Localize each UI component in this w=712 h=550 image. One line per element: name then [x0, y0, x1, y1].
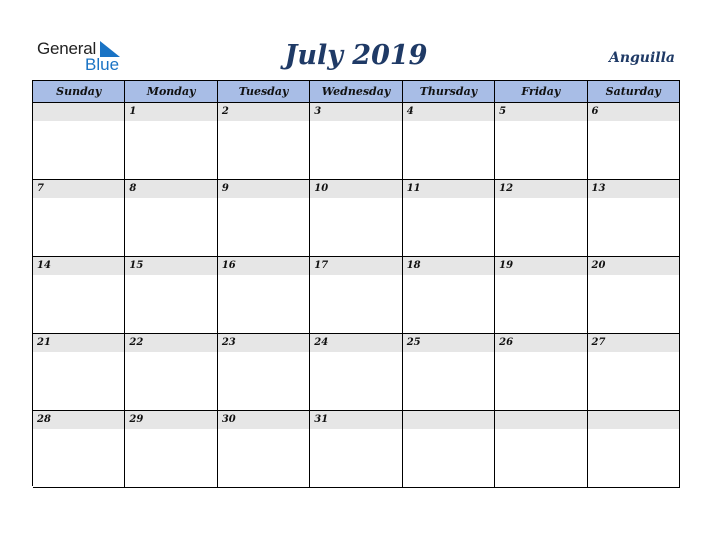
day-cell: [403, 411, 495, 488]
day-number: 31: [314, 414, 329, 425]
day-number: 18: [406, 260, 421, 271]
day-cell: [310, 180, 402, 257]
day-strip: [125, 180, 216, 198]
day-strip: [403, 334, 494, 352]
week-row: [33, 334, 680, 411]
day-cell: [33, 334, 125, 411]
day-strip: [310, 334, 401, 352]
day-strip: [125, 257, 216, 275]
day-strip: [588, 411, 679, 429]
day-cell: [588, 257, 680, 334]
day-cell: [218, 411, 310, 488]
day-number: 11: [406, 183, 421, 194]
day-cell: [310, 103, 402, 180]
day-cell: [125, 180, 217, 257]
logo-word-general: General: [37, 39, 97, 58]
day-strip: [218, 334, 309, 352]
day-cell: [218, 257, 310, 334]
day-cell: [588, 411, 680, 488]
day-cell: [403, 257, 495, 334]
weekday-header-tuesday: Tuesday: [218, 81, 310, 103]
day-number: 28: [37, 414, 51, 425]
day-cell: [495, 334, 587, 411]
weekday-header-friday: Friday: [495, 81, 587, 103]
day-cell: [218, 334, 310, 411]
day-cell: [495, 103, 587, 180]
day-number: 26: [499, 337, 514, 348]
day-number: 30: [221, 414, 236, 425]
day-strip: [588, 257, 679, 275]
day-strip: [588, 334, 679, 352]
day-strip: [495, 334, 586, 352]
generalblue-logo: [37, 40, 137, 74]
week-row: [33, 180, 680, 257]
day-cell: [33, 411, 125, 488]
day-number: 27: [591, 337, 606, 348]
day-cell: [403, 334, 495, 411]
day-strip: [125, 411, 216, 429]
day-strip: [218, 180, 309, 198]
day-cell: [218, 180, 310, 257]
day-cell: [403, 103, 495, 180]
day-number: 24: [314, 337, 329, 348]
day-cell: [218, 103, 310, 180]
weekday-header-row: [33, 81, 680, 103]
day-strip: [310, 411, 401, 429]
weekday-header-monday: Monday: [125, 81, 217, 103]
week-row: [33, 257, 680, 334]
day-number: 15: [129, 260, 144, 271]
day-number: 4: [406, 106, 414, 117]
day-strip: [310, 257, 401, 275]
day-cell: [588, 103, 680, 180]
day-strip: [588, 180, 679, 198]
day-number: 8: [129, 183, 137, 194]
day-cell: [403, 180, 495, 257]
day-number: 6: [591, 106, 599, 117]
day-number: 22: [129, 337, 144, 348]
day-strip: [403, 180, 494, 198]
day-cell: [588, 180, 680, 257]
weekday-header-saturday: Saturday: [588, 81, 680, 103]
week-row: [33, 103, 680, 180]
day-cell: [125, 103, 217, 180]
day-number: 9: [221, 183, 229, 194]
day-strip: [403, 257, 494, 275]
day-cell: [33, 180, 125, 257]
day-cell: [33, 257, 125, 334]
day-cell: [310, 334, 402, 411]
day-number: 7: [37, 183, 44, 194]
weekday-header-sunday: Sunday: [33, 81, 125, 103]
day-number: 5: [499, 106, 507, 117]
day-cell: [125, 411, 217, 488]
day-strip: [33, 334, 124, 352]
logo-word-blue: Blue: [85, 55, 120, 74]
calendar-grid: [32, 80, 680, 486]
day-strip: [125, 334, 216, 352]
day-strip: [495, 257, 586, 275]
month-title: July 2019: [284, 40, 428, 71]
day-cell: [125, 334, 217, 411]
day-number: 3: [314, 106, 322, 117]
day-number: 20: [591, 260, 606, 271]
day-strip: [218, 103, 309, 121]
day-strip: [218, 411, 309, 429]
day-number: 17: [314, 260, 329, 271]
day-number: 14: [37, 260, 51, 271]
day-number: 10: [314, 183, 329, 194]
day-strip: [495, 411, 586, 429]
day-cell: [310, 411, 402, 488]
region-label: Anguilla: [608, 50, 675, 66]
day-number: 29: [129, 414, 144, 425]
day-cell: [495, 180, 587, 257]
day-number: 25: [406, 337, 421, 348]
day-strip: [310, 180, 401, 198]
day-strip: [403, 411, 494, 429]
day-number: 19: [499, 260, 514, 271]
day-strip: [495, 103, 586, 121]
day-number: 1: [129, 106, 137, 117]
day-strip: [33, 180, 124, 198]
day-strip: [33, 103, 124, 121]
weekday-header-wednesday: Wednesday: [310, 81, 402, 103]
day-cell: [588, 334, 680, 411]
day-strip: [588, 103, 679, 121]
day-number: 21: [37, 337, 51, 348]
week-row: [33, 411, 680, 488]
day-cell: [495, 411, 587, 488]
day-strip: [310, 103, 401, 121]
day-strip: [125, 103, 216, 121]
day-strip: [33, 257, 124, 275]
day-cell: [33, 103, 125, 180]
day-strip: [33, 411, 124, 429]
day-strip: [218, 257, 309, 275]
day-number: 2: [221, 106, 229, 117]
weekday-header-thursday: Thursday: [403, 81, 495, 103]
day-number: 13: [591, 183, 606, 194]
day-strip: [495, 180, 586, 198]
day-strip: [403, 103, 494, 121]
day-number: 23: [221, 337, 236, 348]
day-cell: [125, 257, 217, 334]
day-cell: [310, 257, 402, 334]
day-cell: [495, 257, 587, 334]
day-number: 12: [499, 183, 514, 194]
day-number: 16: [221, 260, 236, 271]
